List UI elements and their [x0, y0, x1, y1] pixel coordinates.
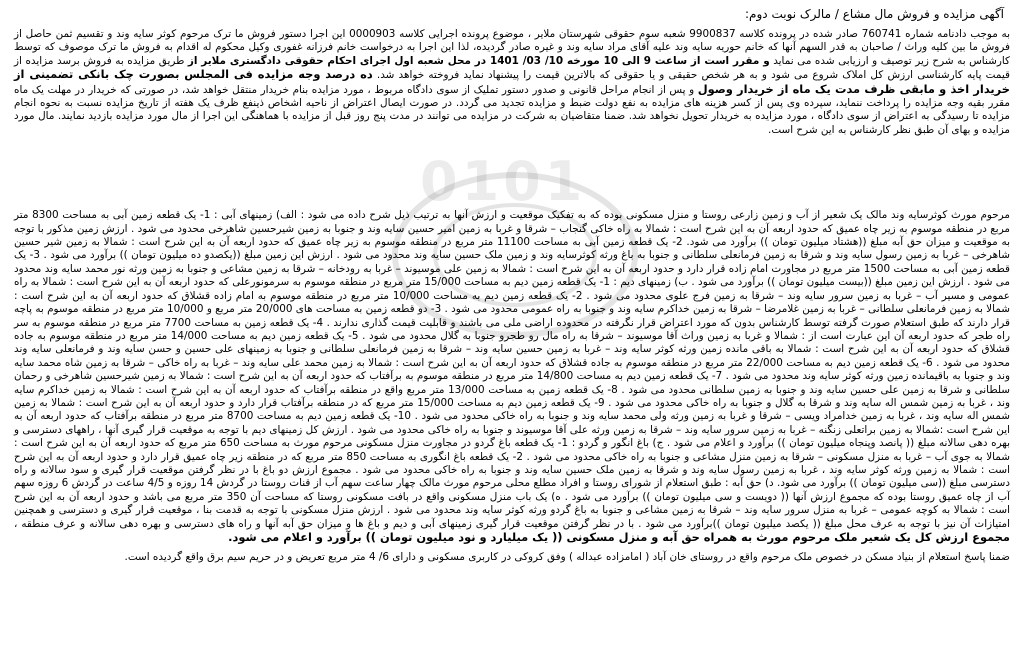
- property-description: مرحوم مورث کوثرسایه وند مالک یک شعیر از آب و زمین زارعی روستا و منزل مسکونی بوده که به تفکیک موقعیت و ارزش آنها به ترتیب ذیل شرح داده می شود : الف) زمینهای آبی : 1- یک قطعه زمین آبی به مساحت 8300 متر مربع در منطقه موسوم به زیر چاه عمیق که حدود اربعه آن به این شرح است : شمالا به راه خاکی گنجاب – شرقا و غربا به زمین امیر حسین سایه وند و جنوبا به زمین شیرحسین شاهرخی محدود می شود . ارزش زمین مذکور با توجه به موقعیت و میزان حق آبه مبلغ ((هشتاد میلیون تومان )) برآورد می شود. 2- یک قطعه زمین آبی به مساحت 11100 متر مربع در منطقه موسوم به زیر چاه عمیق که حدود اربعه آن به این شرح است : شمالا به زمین شیر حسین شاهرخی – غربا به زمین رسول سایه وند و شرقا به زمین فرمانعلی سلطانی و جنوبا به باغ ورثه کوثرسایه وند و زمین ملک حسین سایه وند محدود می شود . ارزش این زمین مبلغ ((یکصدو ده میلیون تومان )) برآورد می شود . 3- یک قطعه زمین آبی به مساحت 1500 متر مربع در مجاورت امام زاده قرار دارد و حدود اربعه آن به این شرح است : شمالا به زمین علی موسیوند – غربا به رودخانه – شرقا به زمین مشاعی و جنوبا به زمین ورثه نور محمد سایه وند محدود می شود . ارزش این زمین مبلغ ((بیست میلیون تومان )) برآورد می شود . ب) زمینهای دیم : 1- یک قطعه زمین دیم به مساحت 15/000 متر مربع در منطقه موسوم به سرمونورعلی که حدود اربعه آن به این شرح است : شمالا به راه عمومی و مسیر آب – غربا به زمین سرور سایه وند – شرقا به زمین فرج علوی محدود می شود . 2- یک قطعه زمین دیم به مساحت 10/000 متر مربع در منطقه موسوم به امام زاده قشلاق که حدود اربعه آن به این شرح است : شمالا به زمین فرمانعلی سلطانی – غربا به زمین غلامرضا – شرقا به زمین خداکرم سایه وند و جنوبا به راه عمومی محدود می شود . 3- دو قطعه زمین به مساحت های 20/000 متر مربع و 10/000 متر مربع در منطقه موسوم به پاچه قرار دارند که طبق استعلام صورت گرفته توسط کارشناس بدون که مورد اعتراض قرار نگرفته در محدوده اراضی ملی می باشند و قابلیت قیمت گذاری ندارند . 4- یک قطعه زمین به مساحت 7700 متر مربع در منطقه موسوم به سر راه طجر که حدود اربعه آن این عبارت است از : شمالا و غربا به زمین وراث آقا موسیوند – شرقا به راه مال رو طجرو جنوبا به گلال محدود می شود . 5- یک قطعه زمین دیم به مساحت 14/000 متر مربع در منطقه موسوم به جاده قشلاق که حدود اربعه آن به این شرح است : شمالا به باقی مانده زمین ورثه کوثر سایه وند – غربا به زمین حسین سایه وند – شرقا به زمین فرمانعلی سلطانی و جنوبا به زمینهای علی حسین و حسن سایه وند و فرمانعلی سایه وند محدود می شود . 6- یک قطعه زمین دیم به مساحت 22/000 متر مربع در منطقه موسوم به جاده قشلاق که حدود اربعه آن به این شرح است : شمالا به زمین محمد علی سایه وند – غربا به راه خاکی – شرقا به زمین شاه محمد سایه وند و جنوبا به باقیمانده زمین ورثه کوثر سایه وند محدود می شود . 7- یک قطعه زمین دیم به مساحت 14/800 متر مربع در منطقه موسوم به برآفتاب که حدود اربعه آن به این شرح است : شمالا به زمین شیرحسین شاهرخی و رحمان سلطانی و شرقا به زمین علی حسین سایه وند و جنوبا به زمین سلطانی محدود می شود . 8- یک قطعه زمین به مساحت 13/000 متر مربع واقع در منطقه برآفتاب که حدود اربعه آن به این شرح است : شمالا به زمین خداکرم سایه وند ، غربا به زمین شمس اله سایه وند و شرقا به گلال و جنوبا به راه خاکی محدود می شود . 9- یک قطعه زمین دیم به مساحت 15/000 متر مربع که در منطقه برآفتاب قرار دارد و حدود اربعه آن به این شرح است : شمالا به زمین شمس اله سایه وند ، غربا به زمین خدامراد ویسی – شرقا و غربا به زمین ورثه ولی محمد سایه وند و جنوبا به راه خاکی محدود می شود . 10- یک قطعه زمین دیم به مساحت 8700 متر مربع در منطقه برآفتاب که حدود اربعه آن به این شرح است :شمالا به زمین براتعلی زنگنه – غربا به زمین سرور سایه وند – شرقا به زمین ورثه علی آقا موسیوند و جنوبا به راه خاکی محدود می شود . ارزش کل زمینهای دیم با توجه به موقعیت قرار گیری آنها ، راههای دسترسی و بهره دهی سالانه مبلغ (( پانصد وپنجاه میلیون تومان )) برآورد و اعلام می شود . ج) باغ انگور و گردو : 1- یک قطعه باغ گردو در مجاورت منزل مسکونی مرحوم مورث به مساحت 650 متر مربع که حدود اربعه آن به این شرح است : شمالا به جوی آب – غربا به منزل مسکونی – شرقا به زمین منزل مشاعی و جنوبا به راه خاکی محدود می شود . 2- یک قطعه باغ انگوری به مساحت 850 متر مربع که در منطقه زیر چاه عمیق قرار دارد و حدود اربعه آن به این شرح است : شمالا به زمین ورثه کوثر سایه وند ، غربا به زمین رسول سایه وند و شرقا به زمین ملک حسین سایه وند و جنوبا به راه خاکی محدود می شود . مجموع ارزش دو باغ با در نظر گرفتن موقعیت قرار گیری و سود سالانه و راه دسترسی مبلغ ((سی میلیون تومان )) برآورد می شود. د) حق آبه : طبق استعلام از شورای روستا و افراد مطلع محلی مرحوم مورث مالک چهار ساعت سهم آب از قنات روستا در گردش 14 روزه و 4/5 ساعت در گردش 6 روزه سهم آب از چاه عمیق روستا بوده که مجموع ارزش آنها (( دویست و سی میلیون تومان )) برآورد می شود . ه) یک باب منزل مسکونی واقع در بافت مسکونی روستا که مساحت آن 350 متر مربع می باشد و حدود اربعه آن به این شرح است : شمالا به کوچه عمومی – غربا به منزل سرور سایه وند – شرقا به زمین مشاعی و جنوبا به باغ گردو ورثه کوثر سایه وند محدود می شود . ارزش منزل مسکونی با توجه به قدمت بنا ، موقعیت قرار گیری و دسترسی و همچنین امتیازات آن نیز با توجه به عرف محل مبلغ (( یکصد میلیون تومان ))برآورد می شود . با در نظر گرفتن موقعیت قرار گیری زمینهای آبی و دیم و باغ ها و میزان حق آبه آنها و راه های دسترسی و بهره دهی سالانه و عرف منطقه ،: [14, 209, 1011, 530]
- auction-time-place: و مقرر است از ساعت 9 الی 10 مورخه 10/ 03/ 1401 در محل شعبه اول اجرای احکام حقوقی دادگستری ملایر از: [187, 54, 770, 67]
- notice-paragraph-terms: [14, 28, 1010, 137]
- terms-starting-price: طریق مزایده به فروش برسد مزایده از قیمت پایه کارشناسی ارزش کل املاک شروع می شود و به هر شخص حقیقی و یا حقوقی که بالاترین قیمت را پیشنهاد نماید فروخته خواهد شد.: [14, 54, 1010, 82]
- total-value: مجموع ارزش کل یک شعیر ملک مرحوم مورث به همراه حق آبه و منزل مسکونی (( یک میلیارد و نود میلیون تومان )) برآورد و اعلام می شود.: [228, 530, 1010, 544]
- notice-paragraph-inquiry: ضمنا پاسخ استعلام از بنیاد مسکن در خصوص ملک مرحوم واقع در روستای خان آباد ( امامزاده عبداله ) وفق کروکی در کاربری مسکونی و دارای 6/ 4 متر مربع تعریض و در حریم سیم برق واقع گردیده است.: [124, 551, 1010, 564]
- notice-title: آگهی مزایده و فروش مال مشاع / مالرک نوبت دوم:: [745, 7, 1004, 21]
- deposit-terms: ده درصد وجه مزایده فی المجلس بصورت چک بانکی تضمینی از خریدار اخذ و مابقی ظرف مدت یک ماه از خریدار وصول: [14, 67, 1010, 96]
- notice-paragraph-description: [14, 209, 1010, 545]
- terms-intro: به موجب دادنامه شماره 760741 صادر شده در پرونده کلاسه 9900837 شعبه سوم حقوقی شهرستان ملایر ، موضوع پرونده اجرایی کلاسه 0000903 این اجرا دستور فروش ما ترک مرحوم کوثر سایه وند و تقسیم ثمن حاصل از فروش ما بین کلیه وراث / صاحبان به قدر السهم آنها که خانم حوریه سایه وند علیه آقای مراد سایه وند و غیره صادر گردیده، لذا این اجرا به درخواست خانم فرزانه غفوری وکیل محکوم له اقدام به فروش ما ترک موصوف که توسط کارشناس به شرح زیر توصیف و ارزیابی شده می نماید: [14, 28, 1010, 67]
- watermark-text: 0101: [420, 150, 587, 213]
- notice-page: [14, 6, 1010, 664]
- terms-conditions: و پس از انجام مراحل قانونی و صدور دستور تملیک از سوی دادگاه مربوط ، مورد مزایده بنام خریدار منتقل خواهد شد، در صورتی که خریدار در مهلت یک ماه مقرر بقیه وجه مزایده را پرداخت ننماید، سپرده وی پس از کسر هزینه های مزایده به نفع دولت ضبط و مزایده تجدید می گردد. در صورت ایصال اعتراض از ناحیه اشخاص ذینفع ظرف یک هفته از تاریخ مزایده نسبت به نحوه انجام مزایده تا رسیدگی به اعتراض از سوی دادگاه ، مورد مزایده به خریدار تحویل نخواهد شد. ضمنا متقاضیان به شرکت در مزایده می توانند در مدت پنج روز قبل از مزایده با هماهنگی این اجرا از مال مورد مزایده بازدید نمایند. مال مورد مزایده و بهای آن طبق نظر کارشناس به این شرح است.: [14, 83, 1010, 136]
